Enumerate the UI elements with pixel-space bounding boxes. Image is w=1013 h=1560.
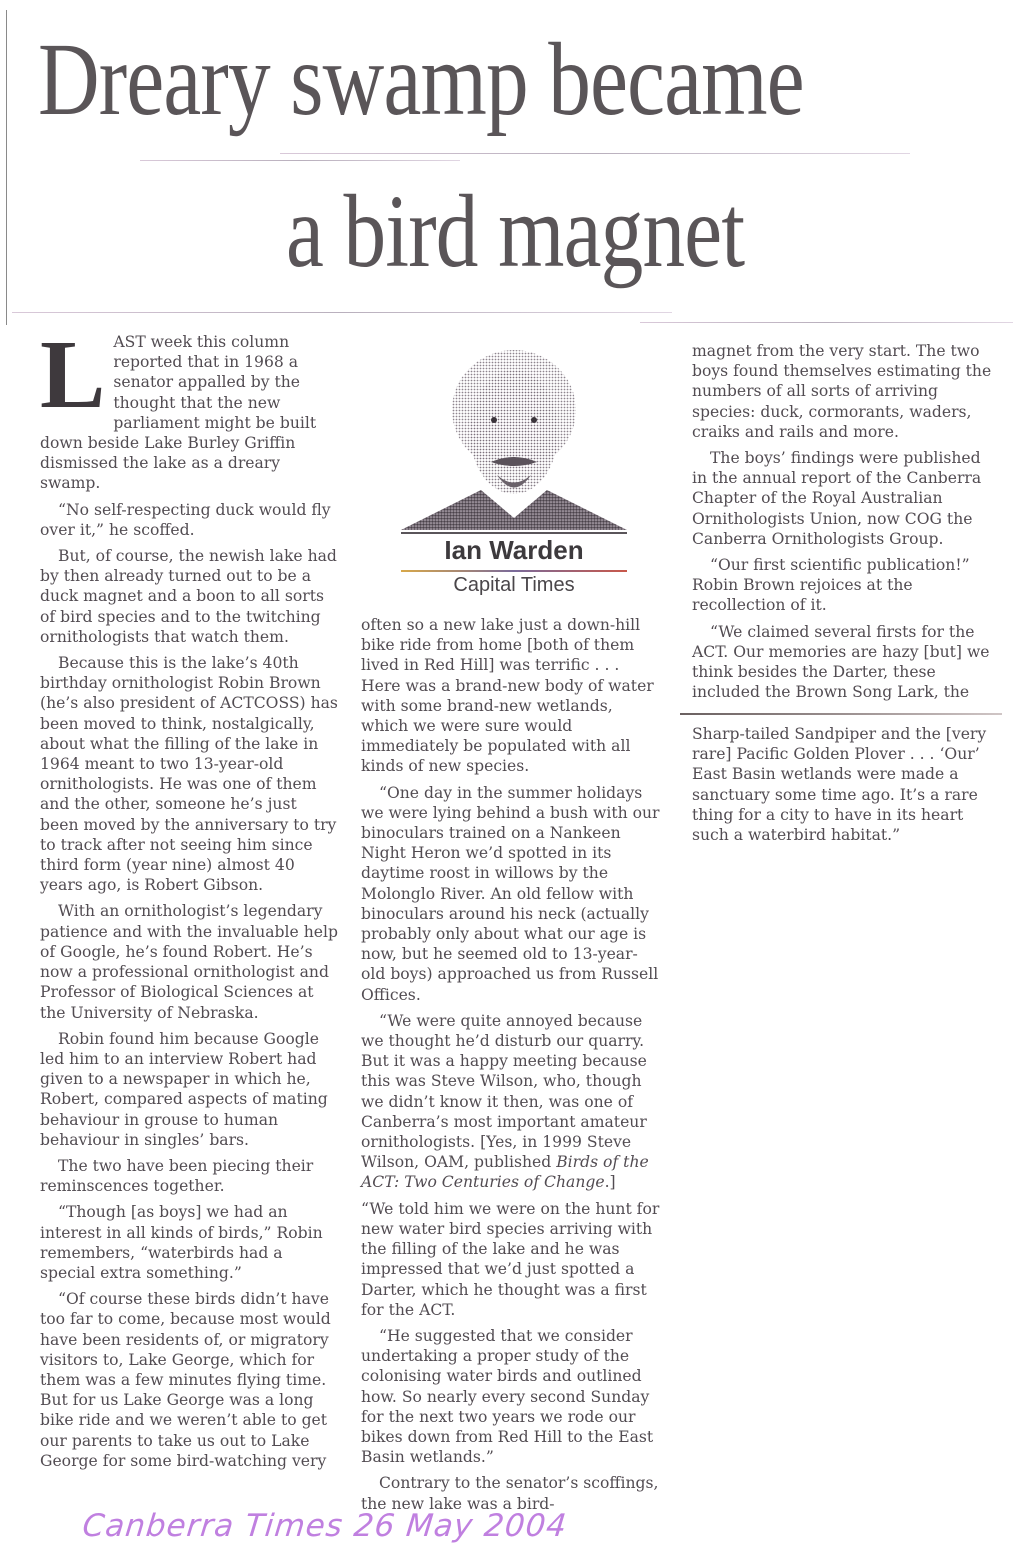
paragraph: “Though [as boys] we had an interest in all kinds of birds,” Robin remembers, “waterbirds had a special extra something.” — [40, 1203, 323, 1282]
headline-rule-bottom-right — [640, 322, 1013, 323]
paragraph: “We claimed several firsts for the ACT. Our memories are hazy [but] we think besides the Darter, these included the Brown Song Lark, the — [692, 622, 990, 702]
paragraph: “Of course these birds didn’t have too far to come, because most would have been residents of, or migratory visitors to, Lake George, which for them was a few minutes flying time. But for us Lake George was a long bike ride and we weren’t able to get our parents to take us out to Lake George for some bird-watching very — [40, 1290, 331, 1470]
paragraph: “We were quite annoyed because we thought he’d disturb our quarry. But it was a happy meeting because this was Steve Wilson, who, though we didn’t know it then, was one of Canberra’s most important amateur ornithologists. [Yes, in 1999 Steve Wilson, OAM, published Birds of the ACT: Two Centuries of Change.] — [361, 1011, 649, 1192]
paragraph: Sharp-tailed Sandpiper and the [very rare] Pacific Golden Plover . . . ‘Our’ East Basin wetlands were made a sanctuary some time ago. It’s a rare thing for a city to have in its heart such a waterbird habitat.” — [692, 725, 987, 845]
paragraph: “We told him we were on the hunt for new water bird species arriving with the filling of the lake and he was impressed that we’d just spotted a Darter, which he thought was a first for the ACT. — [361, 1199, 660, 1319]
paragraph: magnet from the very start. The two boys found themselves estimating the numbers of all sorts of arriving species: duck, cormorants, waders, craiks and rails and more. — [692, 342, 992, 441]
author-portrait-icon — [401, 340, 627, 532]
paragraph: “Our first scientific publication!” Robin Brown rejoices at the recollection of it. — [692, 556, 970, 615]
paragraph: The two have been piecing their reminscences together. — [40, 1156, 314, 1196]
drop-cap: L — [40, 321, 106, 429]
column-break-rule — [680, 713, 1002, 715]
paragraph: With an ornithologist’s legendary patience and with the invaluable help of Google, he’s found Robert. He’s now a professional ornithologist and Professor of Biological Sciences at the University of Nebraska. — [40, 902, 338, 1022]
paragraph: Contrary to the senator’s scoffings, the new lake was a bird- — [361, 1474, 659, 1513]
paragraph: “He suggested that we consider undertaking a proper study of the colonising water birds and outlined how. So nearly every second Sunday for the next two years we rode our bikes down from Red Hill to the East Basin wetlands.” — [361, 1326, 654, 1467]
headline-rule-bottom — [12, 312, 672, 313]
paragraph: often so a new lake just a down-hill bike ride from home [both of them lived in Red Hill] was terrific . . . Here was a brand-new body of water with some brand-new wetlands, which we were sure would immediately be populated with all kinds of new species. — [361, 616, 654, 776]
article-column-3-continued — [692, 724, 998, 851]
paragraph: “One day in the summer holidays we were lying behind a bush with our binoculars trained on a Nankeen Night Heron we’d spotted in its daytime roost in willows by the Molonglo River. An old fellow with binoculars around his neck (actually probably only about what our age is now, but he seemed old to 13-year-old boys) approached us from Russell Offices. — [361, 783, 660, 1004]
handwritten-source-note: Canberra Times 26 May 2004 — [80, 1508, 569, 1544]
headline-rule-mid — [140, 160, 460, 161]
article-column-1 — [40, 321, 340, 1477]
paragraph: The boys’ findings were published in the annual report of the Canberra Chapter of the Royal Australian Ornithologists Union, now COG the Canberra Ornithologists Group. — [692, 449, 982, 548]
article-column-3 — [692, 341, 998, 708]
book-title: Birds of the ACT: Two Centuries of Change — [361, 1153, 649, 1192]
article-column-2 — [361, 615, 661, 1520]
headline-line-2: a bird magnet — [286, 174, 745, 289]
clipping-edge — [6, 10, 7, 325]
paragraph: Because this is the lake’s 40th birthday ornithologist Robin Brown (he’s also president of ACTCOSS) has been moved to think, nostalgically, about what the filling of the lake in 1964 meant to two 13-year-old ornithologists. He was one of them and the other, someone he’s just been moved by the anniversary to try to track after not seeing him since third form (year nine) almost 40 years ago, is Robert Gibson. — [40, 654, 338, 895]
column-name: Capital Times — [453, 574, 575, 596]
paragraph: LAST week this column reported that in 1968 a senator appalled by the thought that the new parliament might be built down beside Lake Burley Griffin dismissed the lake as a dreary swamp. — [40, 321, 317, 493]
author-name: Ian Warden — [444, 535, 584, 565]
headline-line-1: Dreary swamp became — [38, 22, 804, 137]
byline — [401, 340, 627, 598]
paragraph: But, of course, the newish lake had by then already turned out to be a duck magnet and a boon to all sorts of bird species and to the twitching ornithologists that watch them. — [40, 547, 337, 646]
headline-rule-mid-2 — [280, 153, 910, 154]
paragraph: Robin found him because Google led him to an interview Robert had given to a newspaper in which he, Robert, compared aspects of mating behaviour in grouse to human behaviour in singles’ bars. — [40, 1029, 328, 1149]
paragraph: “No self-respecting duck would fly over it,” he scoffed. — [40, 500, 331, 539]
